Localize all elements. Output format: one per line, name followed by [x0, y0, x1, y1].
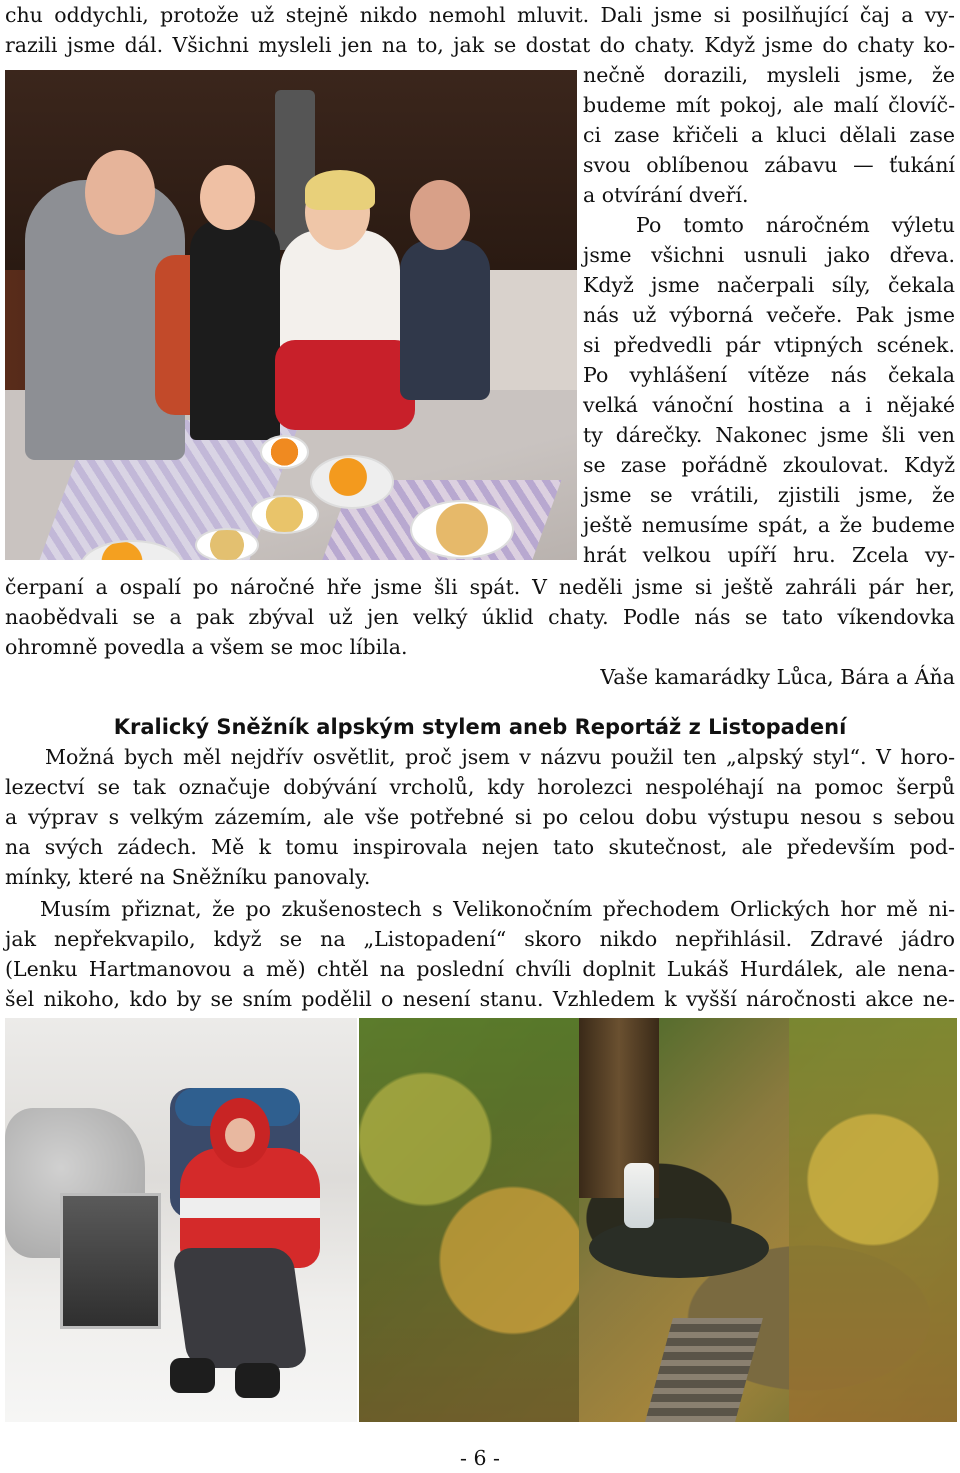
text-line: Po vyhlášení vítěze nás čekala [583, 363, 955, 387]
text-line: čerpaní a ospalí po náročné hře jsme šli spát. V neděli jsme si ještě zahráli pár her, [5, 575, 955, 599]
text-line: na svých zádech. Mě k tomu inspirovala nejen tato skutečnost, ale především pod- [5, 835, 955, 859]
text-line: se zase pořádně zkoulovat. Když [583, 453, 955, 477]
text-line: razili jsme dál. Všichni mysleli jen na to, jak se dostat do chaty. Když jsme do chaty ko- [5, 33, 955, 57]
text-line: nečně dorazili, mysleli jsme, že [583, 63, 955, 87]
text-line: hrát velkou upíří hru. Zcela vy- [583, 543, 955, 567]
text-line: naobědvali se a pak zbýval už jen velký úklid chaty. Podle nás se tato víkendovka [5, 605, 955, 629]
text-line: Po tomto náročném výletu [636, 213, 955, 237]
text-line: a otvírání dveří. [583, 183, 749, 207]
text-line: Možná bych měl nejdřív osvětlit, proč jsem v názvu použil ten „alpský styl“. V horo- [45, 745, 955, 769]
snow-hiker-photo [5, 1018, 357, 1422]
text-line: a výprav s velkým zázemím, ale vše potřebné si po celou dobu výstupu nesou s sebou [5, 805, 955, 829]
text-line: ci zase křičeli a kluci dělali zase [583, 123, 955, 147]
text-line: ty dárečky. Nakonec jsme šli ven [583, 423, 955, 447]
text-line: svou oblíbenou zábavu — ťukání [583, 153, 955, 177]
text-line: mínky, které na Sněžníku panovaly. [5, 865, 371, 889]
text-line: lezectví se tak označuje dobývání vrcholů, kdy horolezci nespoléhají na pomoc šerpů [5, 775, 955, 799]
party-photo [5, 70, 577, 560]
text-line: ohromně povedla a všem se moc líbila. [5, 635, 408, 659]
text-line: jsme všichni usnuli jako dřeva. [583, 243, 955, 267]
text-line: šel nikoho, kdo by se sním podělil o nesení stanu. Vzhledem k vyšší náročnosti akce ne- [5, 987, 955, 1011]
text-line: nás už výborná večeře. Pak jsme [583, 303, 955, 327]
text-line: (Lenku Hartmanovou a mě) chtěl na poslední chvíli doplnit Lukáš Hurdálek, ale nena- [5, 957, 955, 981]
waterfall-forest-photo [359, 1018, 957, 1422]
text-line: ještě nemusíme spát, a že budeme [583, 513, 955, 537]
text-line: Když jsme načerpali síly, čekala [583, 273, 955, 297]
text-line: velká vánoční hostina a i nějaké [583, 393, 955, 417]
text-line: chu oddychli, protože už stejně nikdo nemohl mluvit. Dali jsme si posilňující čaj a vy- [5, 3, 955, 27]
text-line: si předvedli pár vtipných scének. [583, 333, 955, 357]
signature: Vaše kamarádky Lůca, Bára a Áňa [600, 665, 955, 689]
text-line: jak nepřekvapilo, když se na „Listopadení“ skoro nikdo nepřihlásil. Zdravé jádro [5, 927, 955, 951]
page-number: - 6 - [460, 1446, 500, 1470]
text-line: Musím přiznat, že po zkušenostech s Velikonočním přechodem Orlických hor mě ni- [40, 897, 955, 921]
text-line: budeme mít pokoj, ale malí človíč- [583, 93, 955, 117]
text-line: jsme se vrátili, zjistili jsme, že [583, 483, 955, 507]
article-heading: Kralický Sněžník alpským stylem aneb Reportáž z Listopadení [113, 715, 847, 739]
